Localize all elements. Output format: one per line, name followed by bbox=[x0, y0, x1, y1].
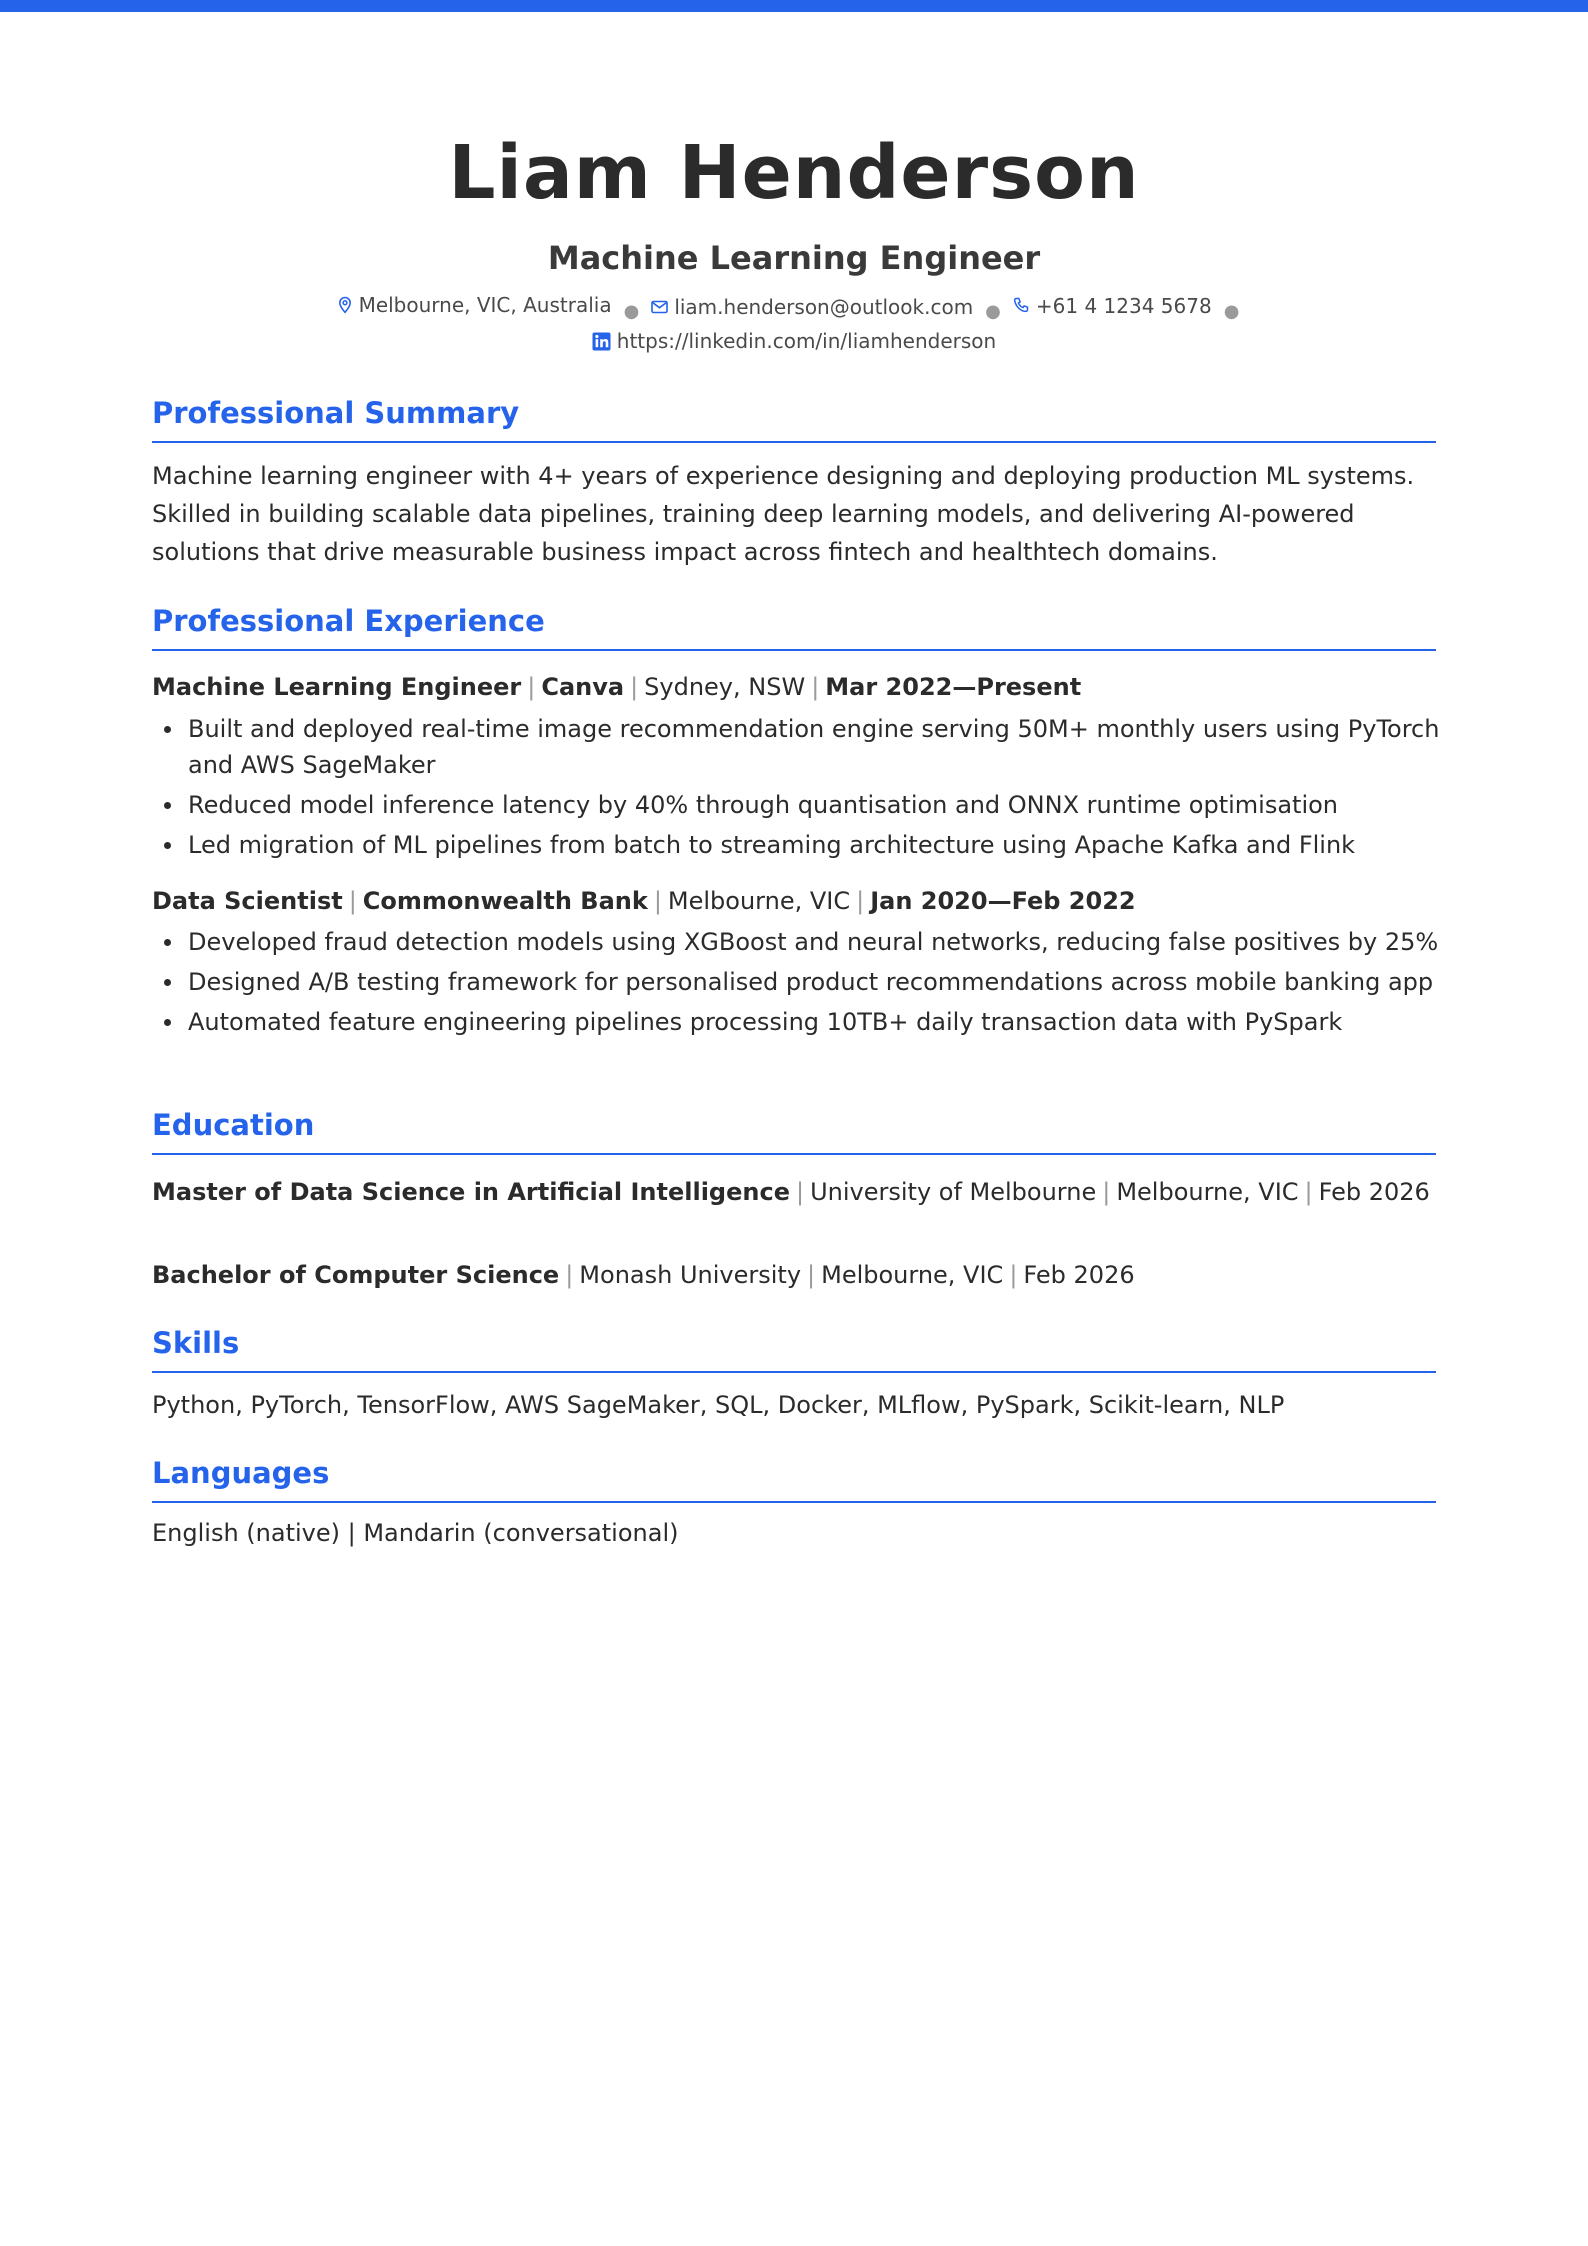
bullet-item: Led migration of ML pipelines from batch to streaming architecture using Apache Kafka and Flink bbox=[188, 827, 1472, 863]
job-company: Commonwealth Bank bbox=[362, 887, 648, 915]
job-location: Melbourne, VIC bbox=[667, 887, 851, 915]
location-text: Melbourne, VIC, Australia bbox=[358, 293, 612, 317]
graduation-date: Feb 2026 bbox=[1318, 1178, 1430, 1206]
bullet-item: Automated feature engineering pipelines processing 10TB+ daily transaction data with PySpark bbox=[188, 1004, 1472, 1040]
separator-dot: ● bbox=[1223, 301, 1240, 322]
education-entry bbox=[152, 1174, 1436, 1210]
skills-text: Python, PyTorch, TensorFlow, AWS SageMaker, SQL, Docker, MLflow, PySpark, Scikit-learn, NLP bbox=[152, 1391, 1285, 1419]
school-location: Melbourne, VIC bbox=[821, 1261, 1004, 1289]
linkedin-link[interactable]: https://linkedin.com/in/liamhenderson bbox=[616, 329, 997, 353]
pipe-separator: | bbox=[1009, 1261, 1018, 1289]
contact-linkedin[interactable] bbox=[592, 327, 996, 355]
education-entry bbox=[152, 1258, 1436, 1292]
languages-text: English (native) | Mandarin (conversational) bbox=[152, 1519, 679, 1547]
degree-name: Master of Data Science in Artificial Intelligence bbox=[152, 1178, 790, 1206]
job-header bbox=[152, 670, 1436, 704]
skills-heading: Skills bbox=[152, 1325, 1436, 1373]
pipe-separator: | bbox=[630, 673, 639, 701]
bullet-item: Developed fraud detection models using XGBoost and neural networks, reducing false positives by 25% bbox=[188, 924, 1472, 960]
degree-name: Bachelor of Computer Science bbox=[152, 1261, 560, 1289]
education-heading: Education bbox=[152, 1107, 1436, 1155]
job-header bbox=[152, 884, 1436, 918]
job-dates: Mar 2022—Present bbox=[825, 673, 1082, 701]
bullet-item: Designed A/B testing framework for personalised product recommendations across mobile banking app bbox=[188, 964, 1472, 1000]
school-name: Monash University bbox=[579, 1261, 802, 1289]
school-name: University of Melbourne bbox=[810, 1178, 1097, 1206]
contact-email[interactable] bbox=[651, 293, 973, 321]
languages-heading: Languages bbox=[152, 1455, 1436, 1503]
phone-icon bbox=[1013, 297, 1030, 314]
contact-row-2 bbox=[152, 327, 1436, 358]
contact-phone[interactable] bbox=[1013, 292, 1212, 320]
pipe-separator: | bbox=[348, 887, 357, 915]
job-company: Canva bbox=[541, 673, 625, 701]
phone-text[interactable]: +61 4 1234 5678 bbox=[1035, 293, 1212, 318]
candidate-name: Liam Henderson bbox=[448, 130, 1140, 216]
experience-heading: Professional Experience bbox=[152, 603, 1436, 651]
pipe-separator: | bbox=[807, 1261, 816, 1289]
job-role: Data Scientist bbox=[152, 887, 343, 915]
mail-icon bbox=[651, 300, 668, 314]
separator-dot: ● bbox=[985, 301, 1001, 322]
pipe-separator: | bbox=[811, 673, 820, 701]
job-title: Machine Learning Engineer bbox=[547, 239, 1041, 277]
summary-text: Machine learning engineer with 4+ years of experience designing and deploying production ML systems. Skilled in building scalable data pipelines, training deep learning models, and delivering AI-powered solutions that drive measurable business impact across fintech and healthtech domains. bbox=[152, 462, 1415, 566]
summary-heading: Professional Summary bbox=[152, 395, 1436, 443]
job-bullets bbox=[152, 924, 1472, 1044]
contact-row bbox=[152, 291, 1436, 323]
separator-dot: ● bbox=[623, 301, 640, 322]
linkedin-icon bbox=[592, 332, 611, 351]
contact-location bbox=[337, 291, 612, 319]
bullet-item: Reduced model inference latency by 40% through quantisation and ONNX runtime optimisation bbox=[188, 787, 1472, 823]
job-role: Machine Learning Engineer bbox=[152, 673, 522, 701]
pipe-separator: | bbox=[527, 673, 536, 701]
bullet-item: Built and deployed real-time image recommendation engine serving 50M+ monthly users using PyTorch and AWS SageMaker bbox=[188, 711, 1472, 783]
job-dates: Jan 2020—Feb 2022 bbox=[870, 887, 1136, 915]
pipe-separator: | bbox=[856, 887, 865, 915]
location-pin-icon bbox=[337, 296, 353, 314]
pipe-separator: | bbox=[1304, 1178, 1313, 1206]
email-link[interactable]: liam.henderson@outlook.com bbox=[674, 295, 974, 319]
job-bullets bbox=[152, 711, 1472, 867]
pipe-separator: | bbox=[565, 1261, 574, 1289]
graduation-date: Feb 2026 bbox=[1023, 1261, 1135, 1289]
top-accent-bar bbox=[0, 0, 1588, 12]
school-location: Melbourne, VIC bbox=[1116, 1178, 1299, 1206]
pipe-separator: | bbox=[795, 1178, 805, 1206]
job-location: Sydney, NSW bbox=[644, 673, 806, 701]
pipe-separator: | bbox=[1102, 1178, 1111, 1206]
pipe-separator: | bbox=[653, 887, 662, 915]
